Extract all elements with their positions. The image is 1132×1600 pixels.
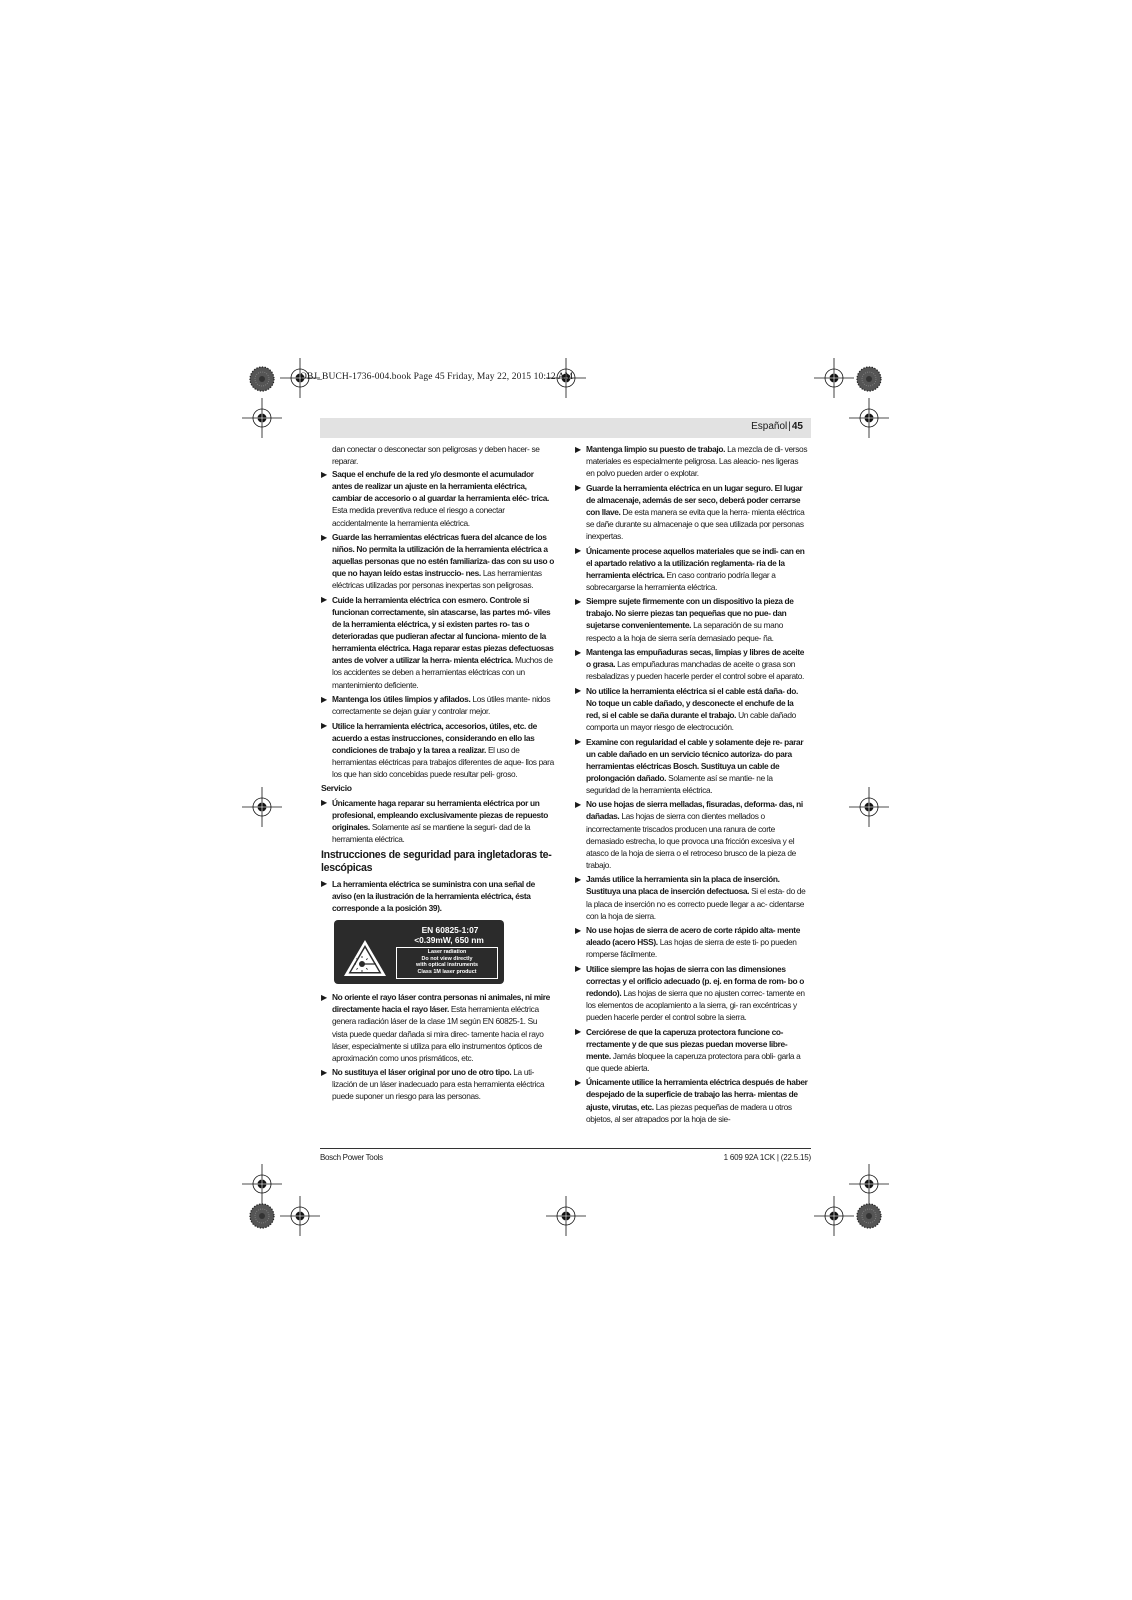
safety-item: ▶ Cuide la herramienta eléctrica con esmero. Controle si funcionan correctamente, sin atascarse, las partes mó- viles de la herramienta eléctrica, y si existen partes ro- tas o deterioradas que pudieran afectar al funciona- miento de la herramienta eléctrica. Haga reparar estas piezas defectuosas antes de volver a utilizar la herra- mienta eléctrica. Muchos de los accidentes se deben a herramientas eléctricas con un mantenimiento deficiente. [321,594,554,690]
bullet-triangle-icon: ▶ [575,444,581,454]
safety-item: ▶ No use hojas de sierra de acero de corte rápido alta- mente aleado (acero HSS). Las hojas de sierra de este ti- po pueden romperse fácilmente. [575,925,800,960]
safety-item: ▶ Mantenga limpio su puesto de trabajo. La mezcla de di- versos materiales es especialmente peligrosa. Las aleacio- nes ligeras en polvo pueden arder o explotar. [575,444,808,479]
bullet-triangle-icon: ▶ [575,596,581,606]
service-heading: Servicio [321,783,352,794]
registration-wheel-icon [250,1204,274,1228]
bullet-triangle-icon: ▶ [575,686,581,696]
bullet-triangle-icon: ▶ [321,469,327,479]
bullet-triangle-icon: ▶ [575,1027,581,1037]
service-item: ▶ Únicamente haga reparar su herramienta eléctrica por un profesional, empleando exclusivamente piezas de repuesto originales. Solamente así se mantiene la seguri- dad de la herramienta eléctrica. [321,797,548,844]
laser-text-line: Do not view directly [421,955,473,962]
registration-cross-icon [849,1164,889,1204]
safety-item: ▶ Saque el enchufe de la red y/o desmonte el acumulador antes de realizar un ajuste en la herramienta eléctrica, cambiar de accesorio o al guardar la herramienta eléc- trica. Esta medida preventiva reduce el riesgo a conectar accidentalmente la herramienta eléctrica. [321,469,550,528]
bullet-triangle-icon: ▶ [321,721,327,731]
bullet-triangle-icon: ▶ [575,737,581,746]
laser-warning-label [334,920,504,984]
bullet-triangle-icon: ▶ [575,799,581,809]
registration-cross-icon [849,398,889,438]
bullet-triangle-icon: ▶ [321,532,327,542]
page-header-band [320,418,811,438]
safety-item: ▶ Examine con regularidad el cable y solamente deje re- parar un cable dañado en un servicio técnico autoriza- do para herramientas eléctricas Bosch. Sustituya un cable de prolongación dañado. Solamente así se mantie- ne la seguridad de la herramienta eléctrica. [575,736,804,795]
registration-wheel-icon [857,367,881,391]
bullet-triangle-icon: ▶ [321,595,327,605]
safety-item: ▶ La herramienta eléctrica se suministra con una señal de aviso (en la ilustración de la herramienta eléctrica, ésta corresponde a la posición 39). [321,878,535,914]
registration-cross-icon [814,358,854,398]
laser-text-line: Laser radiation [427,949,467,956]
registration-cross-icon [280,1196,320,1236]
footer-doc-code: 1 609 92A 1CK | (22.5.15) [723,1153,811,1162]
bullet-triangle-icon: ▶ [575,964,581,974]
registration-cross-icon [242,787,282,827]
laser-power: <0.39mW, 650 nm [414,935,484,946]
book-info-header: OBJ_BUCH-1736-004.book Page 45 Friday, May 22, 2015 10:12 AM [300,372,574,382]
laser-text-line: with optical instruments [416,962,478,969]
laser-standard: EN 60825-1:07 [421,925,479,936]
safety-item: ▶ Únicamente utilice la herramienta eléctrica después de haber despejado de la superficie de trabajo las herra- mientas de ajuste, virutas, etc. Las piezas pequeñas de madera u otros objetos, al ser atrapados por la hoja de sie- [575,1077,808,1124]
safety-item: ▶ Cerciórese de que la caperuza protectora funcione co- rrectamente y de que sus piezas puedan moverse libre- mente. Jamás bloquee la caperuza protectora para obli- garla a que quede abierta. [575,1026,801,1073]
registration-cross-icon [242,1164,282,1204]
safety-item: ▶ Jamás utilice la herramienta sin la placa de inserción. Sustituya una placa de inserción defectuosa. Si el esta- do de la placa de inserción no es correcto puede llegar a ac- cidentarse con la hoja de sierra. [575,874,806,921]
footer-divider [320,1148,811,1149]
bullet-triangle-icon: ▶ [575,483,581,493]
registration-cross-icon [546,1196,586,1236]
safety-item: ▶ Guarde las herramientas eléctricas fuera del alcance de los niños. No permita la utilización de la herramienta eléctrica a aquellas personas que no estén familiariza- das con su uso o que no hayan leído estas instruccio- nes. Las herramientas eléctricas utilizadas por personas inexpertas son peligrosas. [321,532,554,591]
safety-item: ▶ Utilice la herramienta eléctrica, accesorios, útiles, etc. de acuerdo a estas instrucciones, considerando en ello las condiciones de trabajo y la tarea a realizar. El uso de herramientas eléctricas para trabajos diferentes de aque- llos para los que han sido concebidas puede resultar peli- groso. [321,720,554,779]
bullet-triangle-icon: ▶ [575,647,581,657]
safety-item: ▶ No oriente el rayo láser contra personas ni animales, ni mire directamente hacia el rayo láser. Esta herramienta eléctrica genera radiación láser de la clase 1M según EN 60825-1. Su vista puede quedar dañada si mira direc- tamente hacia el rayo láser, especialmente si utiliza para ello instrumentos ópticos de aproximación como unos prismáticos, etc. [321,992,550,1063]
footer-brand: Bosch Power Tools [320,1153,383,1162]
registration-cross-icon [814,1196,854,1236]
bullet-triangle-icon: ▶ [575,1077,581,1087]
page-number: 45 [791,421,803,432]
page-separator: | [788,421,791,432]
safety-item: ▶ Únicamente procese aquellos materiales que se indi- can en el apartado relativo a la utilización reglamenta- ria de la herramienta eléctrica. En caso contrario podría llegar a sobrecargarse la herramienta eléctrica. [575,545,805,592]
safety-item: ▶ No use hojas de sierra melladas, fisuradas, deforma- das, ni dañadas. Las hojas de sierra con dientes mellados o incorrectamente triscados producen una ranura de corte demasiado estrecha, lo que provoca una fricción excesiva y el atasco de la hoja de sierra o el retroceso brusco de la pieza de trabajo. [575,799,803,870]
bullet-triangle-icon: ▶ [321,1067,327,1077]
continuation-text: dan conectar o desconectar son peligrosas y deben hacer- se reparar. [332,444,540,467]
right-column [575,443,808,1127]
registration-cross-icon [849,787,889,827]
page-label [751,421,803,432]
registration-wheel-icon [250,367,274,391]
safety-item: ▶ Utilice siempre las hojas de sierra con las dimensiones correctas y el orificio adecuado (p. ej. en forma de rom- bo o redondo). Las hojas de sierra que no ajusten correc- tamente en los elementos de acoplamiento a la sierra, gi- ran excéntricas y pueden hacerle perder el control sobre la sierra. [575,963,805,1023]
registration-cross-icon [242,398,282,438]
bullet-triangle-icon: ▶ [321,992,327,1002]
left-column [321,443,554,1105]
bullet-triangle-icon: ▶ [575,874,581,884]
safety-item: ▶ Siempre sujete firmemente con un dispositivo la pieza de trabajo. No sierre piezas tan pequeñas que no pue- dan sujetarse convenientemente. La separación de su mano respecto a la hoja de sierra sería demasiado peque- ña. [575,596,794,643]
safety-item: ▶ Mantenga las empuñaduras secas, limpias y libres de aceite o grasa. Las empuñaduras manchadas de aceite o grasa son resbaladizas y pueden hacerle perder el control sobre el aparato. [575,647,805,682]
bullet-triangle-icon: ▶ [321,879,327,889]
safety-item: ▶ No sustituya el láser original por uno de otro tipo. La uti- lización de un láser inadecuado para esta herramienta eléctrica puede suponer un riesgo para las personas. [321,1067,545,1102]
safety-item: ▶ Mantenga los útiles limpios y afilados. Los útiles mante- nidos correctamente se dejan guiar y controlar mejor. [321,694,551,717]
bullet-triangle-icon: ▶ [575,925,581,935]
bullet-triangle-icon: ▶ [575,546,581,556]
section-heading: Instrucciones de seguridad para ingletadoras te- lescópicas [321,848,552,874]
bullet-triangle-icon: ▶ [321,798,327,808]
laser-hazard-icon [342,938,388,978]
bullet-triangle-icon: ▶ [321,694,327,704]
laser-text-line: Class 1M laser product [417,968,477,975]
safety-item: ▶ Guarde la herramienta eléctrica en un lugar seguro. El lugar de almacenaje, además de ser seco, deberá poder cerrarse con llave. De esta manera se evita que la herra- mienta eléctrica se dañe durante su almacenaje o que sea utilizada por personas inexpertas. [575,482,805,542]
safety-item: ▶ No utilice la herramienta eléctrica si el cable está daña- do. No toque un cable dañado, y desconecte el enchufe de la red, si el cable se daña durante el trabajo. Un cable dañado comporta un mayor riesgo de electrocución. [575,685,799,733]
registration-wheel-icon [857,1204,881,1228]
section-name: Español [751,421,788,432]
